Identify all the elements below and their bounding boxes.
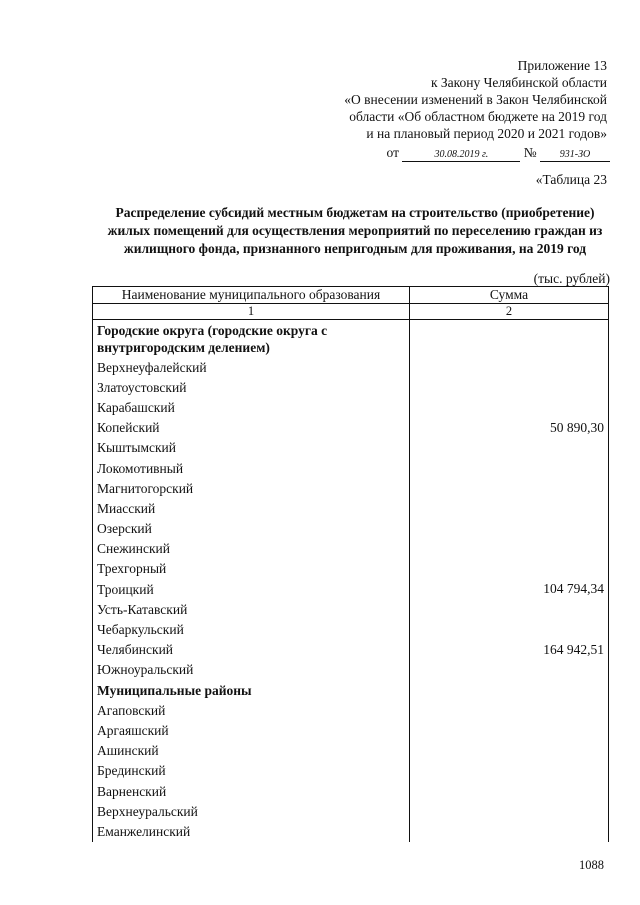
subsidy-amount [410, 720, 609, 740]
subsidy-amount [410, 498, 609, 518]
table-row [93, 498, 609, 518]
municipality-name: Верхнеуфалейский [93, 357, 410, 377]
table-row [93, 397, 609, 417]
subsidy-amount [410, 680, 609, 700]
table-body [93, 320, 609, 842]
group-name: Муниципальные районы [93, 680, 410, 700]
subsidy-amount: 164 942,51 [410, 640, 609, 660]
subsidy-amount [410, 559, 609, 579]
law-reference: к Закону Челябинской области [430, 75, 607, 90]
subsidy-amount [410, 660, 609, 680]
municipality-name: Снежинский [93, 539, 410, 559]
municipality-name: Южноуральский [93, 660, 410, 680]
units-label: (тыс. рублей) [533, 271, 610, 286]
table-row [93, 559, 609, 579]
municipality-name: Брединский [93, 761, 410, 781]
subsidy-amount [410, 761, 609, 781]
table-row [93, 599, 609, 619]
subsidy-amount [410, 700, 609, 720]
table-row [93, 801, 609, 821]
municipality-name: Магнитогорский [93, 478, 410, 498]
subsidy-amount [410, 539, 609, 559]
subsidy-amount: 104 794,34 [410, 579, 609, 599]
municipality-name: Еманжелинский [93, 821, 410, 841]
table-row [93, 700, 609, 720]
municipality-name: Ашинский [93, 741, 410, 761]
group-name: Городские округа (городские округа с внутригородским делением) [93, 320, 410, 358]
table-row [93, 741, 609, 761]
table-group-row [93, 320, 609, 358]
subsidy-amount [410, 801, 609, 821]
column-number-1: 1 [93, 304, 410, 320]
table-row [93, 579, 609, 599]
decree-number: 931-ЗО [540, 149, 610, 162]
table-label: «Таблица 23 [535, 172, 607, 187]
number-label: № [523, 145, 537, 160]
municipality-name: Троицкий [93, 579, 410, 599]
municipality-name: Верхнеуральский [93, 801, 410, 821]
table-row [93, 720, 609, 740]
subsidy-amount [410, 741, 609, 761]
municipality-name: Локомотивный [93, 458, 410, 478]
table-row [93, 761, 609, 781]
table-row [93, 619, 609, 639]
municipality-name: Златоустовский [93, 377, 410, 397]
table-group-row [93, 680, 609, 700]
municipality-name: Аргаяшский [93, 720, 410, 740]
subsidy-amount [410, 599, 609, 619]
subsidy-amount [410, 438, 609, 458]
table-header-row [93, 287, 609, 304]
page-number: 1088 [579, 858, 604, 872]
table-row [93, 781, 609, 801]
municipality-name: Трехгорный [93, 559, 410, 579]
subsidy-amount [410, 377, 609, 397]
subsidy-amount [410, 619, 609, 639]
table-row [93, 539, 609, 559]
amendment-line-1: «О внесении изменений в Закон Челябинской [344, 92, 607, 107]
municipality-name: Чебаркульский [93, 619, 410, 639]
subsidy-amount [410, 397, 609, 417]
municipality-name: Агаповский [93, 700, 410, 720]
table-row [93, 640, 609, 660]
municipality-name: Копейский [93, 418, 410, 438]
municipality-name: Миасский [93, 498, 410, 518]
municipality-name: Варненский [93, 781, 410, 801]
subsidy-amount [410, 357, 609, 377]
municipality-name: Озерский [93, 519, 410, 539]
appendix-header [287, 57, 607, 142]
table-row [93, 438, 609, 458]
appendix-number: Приложение 13 [517, 58, 607, 73]
municipality-name: Челябинский [93, 640, 410, 660]
table-row [93, 377, 609, 397]
subsidy-amount [410, 478, 609, 498]
subsidy-amount: 50 890,30 [410, 418, 609, 438]
document-title: Распределение субсидий местным бюджетам на строительство (приобретение) жилых помещений для осуществления мероприятий по переселению граждан из жилищного фонда, признанного непригодным для проживания, на 2019 год [107, 205, 603, 256]
subsidy-table [92, 286, 609, 842]
table-row [93, 357, 609, 377]
table-row [93, 519, 609, 539]
header-sum: Сумма [410, 287, 609, 304]
subsidy-amount [410, 519, 609, 539]
table-row [93, 458, 609, 478]
table-row [93, 660, 609, 680]
amendment-line-3: и на плановый период 2020 и 2021 годов» [366, 126, 607, 141]
decree-date: 30.08.2019 г. [402, 149, 520, 162]
table-row [93, 418, 609, 438]
municipality-name: Карабашский [93, 397, 410, 417]
table-row [93, 821, 609, 841]
from-label: от [386, 145, 399, 160]
municipality-name: Усть-Катавский [93, 599, 410, 619]
municipality-name: Кыштымский [93, 438, 410, 458]
subsidy-amount [410, 781, 609, 801]
subsidy-amount [410, 821, 609, 841]
subsidy-amount [410, 458, 609, 478]
column-number-row [93, 304, 609, 320]
amendment-line-2: области «Об областном бюджете на 2019 год [349, 109, 607, 124]
subsidy-amount [410, 320, 609, 358]
column-number-2: 2 [410, 304, 609, 320]
decree-date-number [387, 144, 611, 162]
header-name: Наименование муниципального образования [93, 287, 410, 304]
table-row [93, 478, 609, 498]
